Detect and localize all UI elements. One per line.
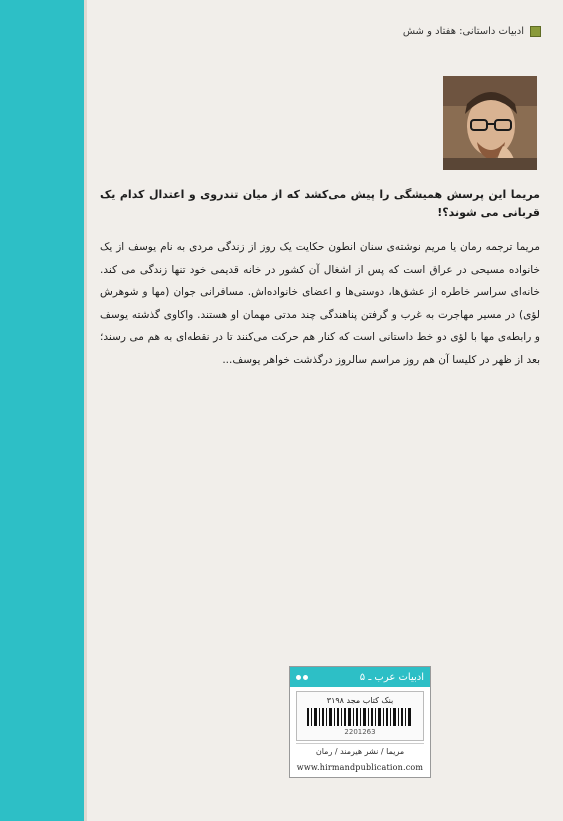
series-square-icon [530, 26, 541, 37]
barcode-icon [305, 708, 415, 726]
barcode-sticker [296, 691, 424, 741]
badge-series-label: ادبیات عرب ـ ۵ [359, 671, 424, 683]
publisher-url: www.hirmandpublication.com [296, 763, 424, 772]
series-label: ادبیات داستانی: هفتاد و شش [402, 26, 524, 37]
book-synopsis: مریما ترجمه رمان یا مریم نوشته‌ی سنان انطون حکایت یک روز از زندگی مردی به نام یوسف از یک خانواده مسیحی در عراق است که پس از اشغال آن کشور در خانه قدیمی خود تنها زندگی می کند. خانه‌ای سراسر خاطره از عشق‌ها، دوستی‌ها و اعضای خانواده‌اش. مسافرانی جوان (مها و شوهرش لؤی) در مسیر مهاجرت به غرب و گرفتن پناهندگی چند مدتی مهمان او هستند. واکاوی گذشته یوسف و رابطه‌ی مها با لؤی دو خط داستانی است که کنار هم حرکت می‌کنند تا در نقطه‌ای به هم می رسند؛ بعد از ظهر در کلیسا آن هم روز مراسم سالروز درگذشت خواهر یوسف... [100, 241, 540, 366]
series-header [403, 26, 541, 37]
badge-title-line: مریما / نشر هیرمند / رمان [296, 743, 424, 759]
author-portrait-icon [443, 76, 537, 170]
book-tagline: مریما این پرسش همیشگی را پیش می‌کشد که از میان تندروی و اعتدال کدام یک قربانی می شوند؟! [100, 188, 540, 219]
author-photo [443, 76, 537, 170]
badge-dots-icon [296, 675, 308, 680]
book-spine-band [0, 0, 84, 821]
barcode-number: 2201263 [344, 728, 376, 736]
series-badge-header [290, 667, 430, 687]
sticker-text: بنک کتاب مجد ۳۱۹۸ [326, 696, 394, 705]
spine-edge [84, 0, 87, 821]
publisher-badge [289, 666, 431, 778]
